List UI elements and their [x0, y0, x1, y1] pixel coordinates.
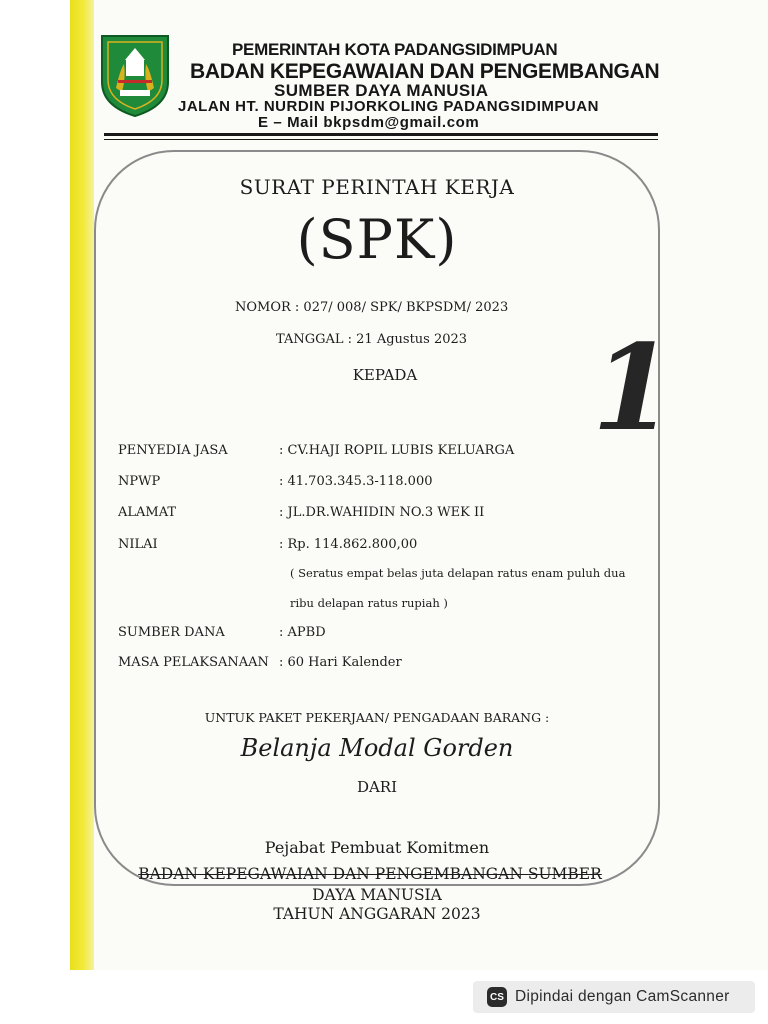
- field-value-duration: : 60 Hari Kalender: [279, 655, 402, 670]
- footer-agency-line2: DAYA MANUSIA: [312, 886, 442, 904]
- footer-agency-line1: BADAN KEPEGAWAIAN DAN PENGEMBANGAN SUMBER: [138, 865, 602, 883]
- header-address: JALAN HT. NURDIN PIJORKOLING PADANGSIDIMPUAN: [178, 98, 599, 115]
- field-value-provider: : CV.HAJI ROPIL LUBIS KELUARGA: [279, 443, 515, 458]
- header-rule-thin: [104, 139, 658, 140]
- header-rule-thick: [104, 133, 658, 136]
- field-label-value: NILAI: [118, 537, 158, 552]
- signer-title: Pejabat Pembuat Komitmen: [264, 838, 490, 857]
- header-agency-sub: SUMBER DAYA MANUSIA: [274, 81, 489, 100]
- package-intro: UNTUK PAKET PEKERJAAN/ PENGADAAN BARANG :: [204, 710, 550, 725]
- header-government: PEMERINTAH KOTA PADANGSIDIMPUAN: [232, 40, 558, 59]
- field-value-npwp: : 41.703.345.3-118.000: [279, 474, 433, 489]
- city-emblem-logo: [96, 30, 174, 118]
- doc-number: NOMOR : 027/ 008/ SPK/ BKPSDM/ 2023: [235, 300, 509, 315]
- header-email: E – Mail bkpsdm@gmail.com: [258, 114, 480, 131]
- amount-in-words-line1: ( Seratus empat belas juta delapan ratus enam puluh dua: [290, 566, 626, 580]
- package-from: DARI: [356, 778, 398, 796]
- field-value-funding: : APBD: [279, 625, 326, 640]
- field-label-npwp: NPWP: [118, 474, 161, 489]
- header-agency: BADAN KEPEGAWAIAN DAN PENGEMBANGAN: [190, 60, 660, 83]
- field-label-funding: SUMBER DANA: [118, 625, 225, 640]
- camscanner-text: Dipindai dengan CamScanner: [515, 988, 730, 1005]
- field-label-duration: MASA PELAKSANAAN: [118, 655, 269, 670]
- package-name: Belanja Modal Gorden: [240, 734, 514, 762]
- page-mark-number: 1: [592, 318, 675, 457]
- doc-abbr: (SPK): [296, 208, 458, 271]
- field-label-address: ALAMAT: [118, 505, 177, 520]
- doc-date: TANGGAL : 21 Agustus 2023: [276, 332, 468, 347]
- doc-title: SURAT PERINTAH KERJA: [239, 175, 515, 199]
- binding-strip: [70, 0, 94, 970]
- footer-budget-year: TAHUN ANGGARAN 2023: [273, 905, 481, 923]
- camscanner-icon: CS: [487, 987, 507, 1007]
- amount-in-words-line2: ribu delapan ratus rupiah ): [290, 596, 448, 610]
- field-value-amount: : Rp. 114.862.800,00: [279, 537, 418, 552]
- field-value-address: : JL.DR.WAHIDIN NO.3 WEK II: [279, 505, 485, 520]
- camscanner-watermark: [473, 981, 755, 1013]
- field-label-provider: PENYEDIA JASA: [118, 443, 228, 458]
- doc-kepada: KEPADA: [352, 366, 418, 384]
